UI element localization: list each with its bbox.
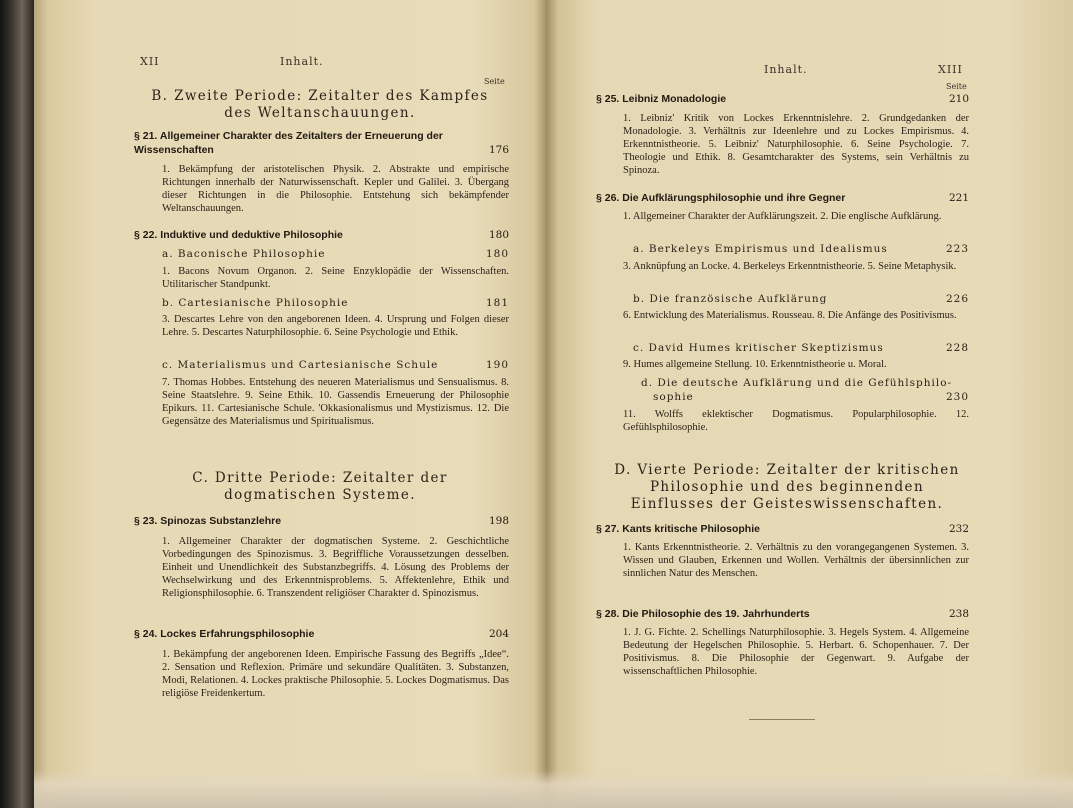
toc-entry-21-description: 1. Bekämpfung der aristotelischen Physik. 2. Abstrakte und empirische Richtungen innerhalb der Naturwissenschaft. Kepler und Galilei. 3. Übergang dieser Richtungen in die Philosophie. Entstehung sich bekämpfender Weltanschauungen. bbox=[162, 164, 509, 214]
toc-subentry-26a[interactable] bbox=[633, 242, 969, 256]
toc-subentry-22a[interactable] bbox=[162, 247, 509, 261]
toc-entry-title: § 27. Kants kritische Philosophie bbox=[596, 523, 760, 535]
toc-page-number: 226 bbox=[945, 293, 969, 305]
toc-subentry-26b[interactable] bbox=[633, 292, 969, 306]
toc-entry-title: § 28. Die Philosophie des 19. Jahrhunderts bbox=[596, 608, 810, 620]
toc-subentry-26b-description: 6. Entwicklung des Materialismus. Rousseau. 8. Die Anfänge des Positivismus. bbox=[623, 310, 957, 321]
toc-page-number: 180 bbox=[485, 248, 509, 260]
toc-subentry-title: a. Berkeleys Empirismus und Idealismus bbox=[633, 243, 888, 255]
toc-entry-26-description: 1. Allgemeiner Charakter der Aufklärungszeit. 2. Die englische Aufklärung. bbox=[623, 211, 942, 222]
toc-page-number: 210 bbox=[948, 93, 969, 105]
toc-subentry-26d-description: 11. Wolffs eklektischer Dogmatismus. Popularphilosophie. 12. Gefühlsphilosophie. bbox=[623, 409, 969, 433]
page-bottom-glare bbox=[34, 770, 1073, 808]
period-heading-c: C. Dritte Periode: Zeitalter der dogmatischen Systeme. bbox=[192, 470, 448, 503]
closing-rule bbox=[749, 719, 815, 720]
toc-entry-27-description: 1. Kants Erkenntnistheorie. 2. Verhältnis zu den vorangegangenen Systemen. 3. Wissen und Glauben, Erkennen und Wollen. Verhältnis der übersinnlichen zur sinnlichen Natur des Menschen. bbox=[623, 542, 969, 579]
toc-subentry-26c[interactable] bbox=[633, 341, 969, 355]
toc-entry-27[interactable] bbox=[596, 522, 969, 536]
seite-label-left: Seite bbox=[484, 77, 505, 86]
toc-subentry-22a-description: 1. Bacons Novum Organon. 2. Seine Enzyklopädie der Wissenschaften. Utilitarischer Standpunkt. bbox=[162, 266, 509, 290]
toc-page-number: 238 bbox=[948, 608, 969, 620]
toc-subentry-26a-description: 3. Anknüpfung an Locke. 4. Berkeleys Erkenntnistheorie. 5. Seine Metaphysik. bbox=[623, 261, 957, 272]
toc-page-number: 232 bbox=[948, 523, 969, 535]
toc-page-number: 230 bbox=[945, 391, 969, 403]
toc-entry-title: § 25. Leibniz Monadologie bbox=[596, 93, 727, 105]
toc-entry-title: § 23. Spinozas Substanzlehre bbox=[134, 515, 282, 527]
toc-page-number: 223 bbox=[945, 243, 969, 255]
toc-entry-23[interactable] bbox=[134, 514, 509, 528]
toc-entry-22[interactable] bbox=[134, 228, 509, 242]
toc-entry-24-description: 1. Bekämpfung der angeborenen Ideen. Empirische Fassung des Begriffs „Idee“. 2. Sensation und Reflexion. Primäre und sekundäre Qualitäten. 3. Substanzen, Modi, Relationen. 4. Lockes praktische Philosophie. 5. Lockes Dogmatismus. Das religiöse Freidenkertum. bbox=[162, 649, 509, 699]
seite-label-right: Seite bbox=[946, 82, 967, 91]
toc-subentry-title-continued: sophie bbox=[653, 391, 694, 403]
toc-entry-25-description: 1. Leibniz' Kritik von Lockes Erkenntnislehre. 2. Grundgedanken der Monadologie. 3. Verhältnis zur Ideenlehre und zu Lockes Empirismus. 4. Erkenntnistheorie. 5. Leibniz' Naturphilosophie. 6. Seine Psychologie. 7. Theologie und Ethik. 8. Gesamtcharakter des Systems, sein Verhältnis zu Spinoza. bbox=[623, 113, 969, 176]
period-heading-b: B. Zweite Periode: Zeitalter des Kampfes des Weltanschauungen. bbox=[151, 88, 489, 121]
toc-entry-23-description: 1. Allgemeiner Charakter der dogmatischen Systeme. 2. Geschichtliche Vorbedingungen des Spinozismus. 3. Begriffliche Voraussetzungen desselben. Einheit und Unendlichkeit des Substanzbegriffs. 4. Lösung des Problems der Wechselwirkung und des Erkenntnisproblems. 5. Affektenlehre, Ethik und Religionsphilosophie. 6. Transzendent religiöser Charakter d. Spinozismus. bbox=[162, 536, 509, 599]
toc-subentry-22c-description: 7. Thomas Hobbes. Entstehung des neueren Materialismus und Sensualismus. 8. Seine Staatslehre. 9. Seine Ethik. 10. Gassendis Erneuerung der Philosophie Epikurs. 11. Cartesianische Schule. 'Okkasionalismus und Mystizismus. 12. Die Gegensätze des Materialismus und Spiritualismus. bbox=[162, 377, 509, 427]
toc-subentry-title: d. Die deutsche Aufklärung und die Gefühlsphilo- bbox=[641, 377, 953, 389]
toc-page-number: 176 bbox=[488, 144, 509, 156]
toc-entry-26[interactable] bbox=[596, 191, 969, 205]
toc-entry-28[interactable] bbox=[596, 607, 969, 621]
toc-subentry-22b-description: 3. Descartes Lehre von den angeborenen Ideen. 4. Ursprung und Folgen dieser Lehre. 5. Descartes Naturphilosophie. 6. Seine Psychologie und Ethik. bbox=[162, 314, 509, 338]
book-edge-shadow bbox=[0, 0, 34, 808]
toc-entry-24[interactable] bbox=[134, 627, 509, 641]
toc-subentry-22b[interactable] bbox=[162, 296, 509, 310]
toc-subentry-title: c. Materialismus und Cartesianische Schule bbox=[162, 359, 439, 371]
toc-page-number: 221 bbox=[948, 192, 969, 204]
toc-page-number: 181 bbox=[485, 297, 509, 309]
page-number-right: XIII bbox=[938, 63, 963, 76]
toc-entry-21[interactable] bbox=[134, 129, 509, 157]
toc-page-number: 180 bbox=[488, 229, 509, 241]
period-heading-d: D. Vierte Periode: Zeitalter der kritischen Philosophie und des beginnenden Einflusses der Geisteswissenschaften. bbox=[614, 462, 960, 512]
toc-subentry-22c[interactable] bbox=[162, 358, 509, 372]
toc-page-number: 228 bbox=[945, 342, 969, 354]
toc-subentry-title: b. Cartesianische Philosophie bbox=[162, 297, 349, 309]
toc-page-number: 198 bbox=[488, 515, 509, 527]
toc-subentry-26d[interactable] bbox=[641, 376, 969, 404]
toc-page-number: 190 bbox=[485, 359, 509, 371]
toc-entry-25[interactable] bbox=[596, 92, 969, 106]
right-page bbox=[546, 0, 1073, 808]
toc-entry-title: § 24. Lockes Erfahrungsphilosophie bbox=[134, 628, 315, 640]
toc-entry-28-description: 1. J. G. Fichte. 2. Schellings Naturphilosophie. 3. Hegels System. 4. Allgemeine Bedeutung der Hegelschen Philosophie. 5. Herbart. 6. Schopenhauer. 7. Der Positivismus. 8. Die Philosophie der Gegenwart. 9. Aufgabe der wissenschaftlichen Philosophie. bbox=[623, 627, 969, 677]
toc-entry-title: § 21. Allgemeiner Charakter des Zeitalters der Erneuerung der Wissenschaften bbox=[134, 130, 443, 156]
running-head-left: Inhalt. bbox=[280, 55, 324, 68]
toc-subentry-title: c. David Humes kritischer Skeptizismus bbox=[633, 342, 884, 354]
toc-subentry-title: a. Baconische Philosophie bbox=[162, 248, 326, 260]
page-number-left: XII bbox=[140, 55, 160, 68]
toc-entry-title: § 26. Die Aufklärungsphilosophie und ihre Gegner bbox=[596, 192, 846, 204]
left-page bbox=[34, 0, 546, 808]
toc-page-number: 204 bbox=[488, 628, 509, 640]
toc-subentry-26c-description: 9. Humes allgemeine Stellung. 10. Erkenntnistheorie u. Moral. bbox=[623, 359, 887, 370]
running-head-right: Inhalt. bbox=[764, 63, 808, 76]
toc-subentry-title: b. Die französische Aufklärung bbox=[633, 293, 828, 305]
toc-entry-title: § 22. Induktive und deduktive Philosophie bbox=[134, 229, 343, 241]
